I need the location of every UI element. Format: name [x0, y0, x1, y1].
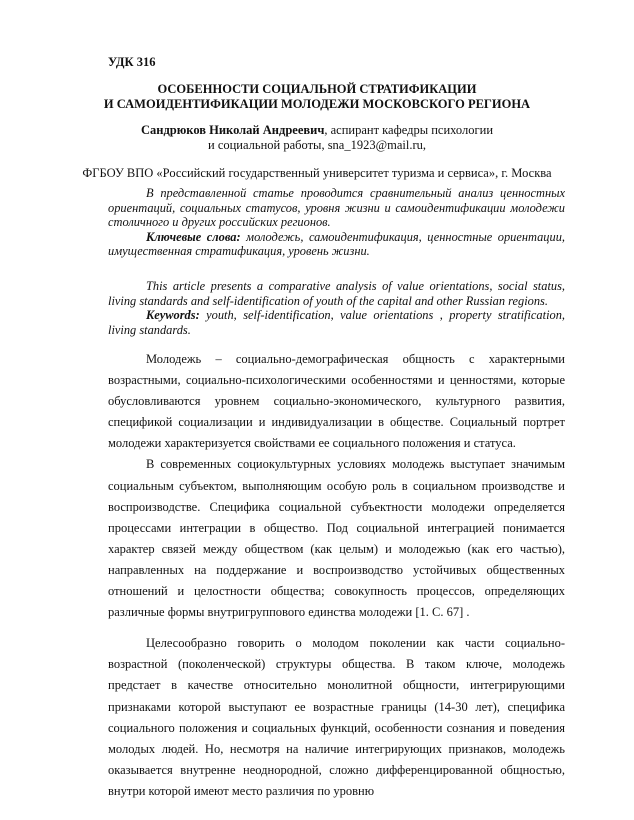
abstract-en	[108, 279, 565, 337]
keywords-en: youth, self-identification, value orientations , property stratification, living standards.	[108, 308, 565, 337]
author-line2: и социальной работы, sna_1923@mail.ru,	[208, 138, 426, 152]
body-paragraph-2: В современных социокультурных условиях молодежь выступает значимым социальным субъектом, выполняющим особую роль в социальном производстве и воспроизводстве. Специфика социальной субъектности молодежи определяется процессами интеграции в общество. Под социальной интеграцией понимается характер связей между обществом (как целым) и молодежью (как его частью), направленных на поддержание и воспроизводство устойчивых общественных отношений и целостности общества; совокупность процессов, определяющих различные формы внутригруппового единства молодежи [1. С. 67] .	[108, 457, 565, 620]
paragraph-gap	[108, 623, 565, 633]
abstract-ru	[108, 186, 565, 259]
author-name: Сандрюков Николай Андреевич	[140, 123, 325, 137]
abstract-ru-keywords	[108, 230, 565, 259]
body-paragraph-3: Целесообразно говорить о молодом поколении как части социально-возрастной (поколенческой) структуры общества. В таком ключе, молодежь предстает в качестве относительно монолитной общности, интегрирующими признаками которой выступают ее возрастные границы (14-30 лет), специфика социального положения и социальных функций, особенности сознания и поведения молодых людей. Но, несмотря на наличие интегрирующих признаков, молодежь оказывается внутренне неоднородной, сложно дифференцированной общностью, внутри которой имеют место различия по уровню	[108, 636, 565, 798]
author-position: , аспирант кафедры психологии	[324, 123, 494, 137]
article-body	[108, 349, 565, 802]
abstract-en-keywords	[108, 308, 565, 337]
keywords-ru: молодежь, самоидентификация, ценностные ориентации, имущественная стратификация, уровень жизни.	[108, 229, 565, 258]
article-title-line2: И САМОИДЕНТИФИКАЦИИ МОЛОДЕЖИ МОСКОВСКОГО РЕГИОНА	[103, 97, 531, 111]
body-paragraph-1: Молодежь – социально-демографическая общность с характерными возрастными, социально-психологическими особенностями и ценностями, которые обусловливаются уровнем социально-экономического, культурного развития, спецификой социализации и индивидуализации в обществе. Социальный портрет молодежи характеризуется свойствами ее социального положения и статуса.	[108, 352, 565, 451]
author-line1	[80, 123, 554, 138]
article-title-line1: ОСОБЕННОСТИ СОЦИАЛЬНОЙ СТРАТИФИКАЦИИ	[157, 82, 477, 96]
keywords-label-en: Keywords:	[146, 308, 200, 322]
keywords-label-ru: Ключевые слова:	[146, 229, 241, 244]
abstract-ru-text: В представленной статье проводится сравнительный анализ ценностных ориентаций, социальных статусов, уровня жизни и самоидентификации молодежи столичного и других российских регионов.	[108, 186, 565, 229]
organization: ФГБОУ ВПО «Российский государственный университет туризма и сервиса», г. Москва	[82, 166, 552, 180]
udk-code: УДК 316	[108, 55, 156, 69]
abstract-en-text: This article presents a comparative analysis of value orientations, social status, living standards and self-identification of youth of the capital and other Russian regions.	[108, 279, 565, 308]
